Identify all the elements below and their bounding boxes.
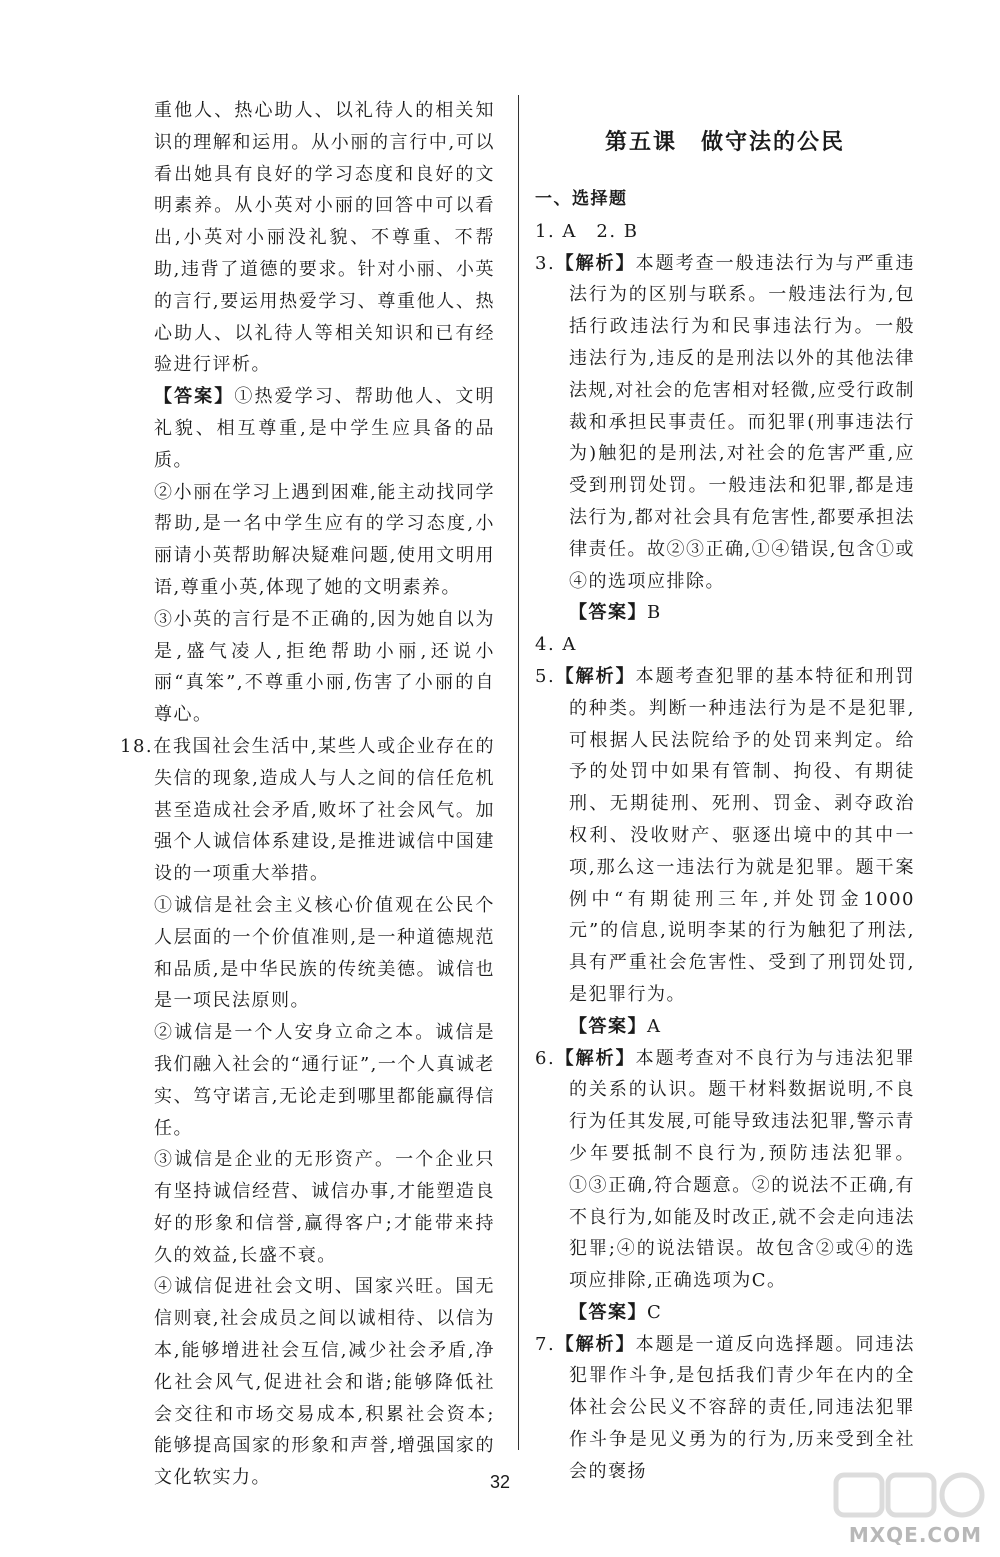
answers-1-2: 1. A 2. B — [535, 220, 639, 242]
q6-answer-value: C — [647, 1301, 663, 1323]
analysis-tag: 【解析】 — [555, 1047, 636, 1069]
question-3-analysis — [535, 248, 915, 598]
q3-answer — [535, 597, 915, 629]
point-3: ③诚信是企业的无形资产。一个企业只有坚持诚信经营、诚信办事,才能塑造良好的形象和信誉,赢得客户;才能带来持久的效益,长盛不衰。 — [154, 1149, 495, 1266]
watermark-text: MXQE.COM — [848, 1523, 982, 1547]
q3-text: 本题考查一般违法行为与严重违法行为的区别与联系。一般违法行为,包括行政违法行为和民事违法行为。一般违法行为,违反的是刑法以外的其他法律法规,对社会的危害相对轻微,应受行政制裁和承担民事责任。而犯罪(刑事违法行为)触犯的是刑法,对社会的危害严重,应受到刑罚处罚。一般违法和犯罪,都是违法行为,都对社会具有危害性,都要承担法律责任。故②③正确,①④错误,包含①或④的选项应排除。 — [569, 252, 916, 592]
q5-answer-value: A — [647, 1015, 662, 1037]
q3-answer-value: B — [647, 602, 662, 624]
point-1: ①诚信是社会主义核心价值观在公民个人层面的一个价值准则,是一种道德规范和品质,是中华民族的传统美德。诚信也是一项民法原则。 — [154, 894, 495, 1012]
analysis-tag: 【解析】 — [555, 665, 636, 687]
point-4: ④诚信促进社会文明、国家兴旺。国无信则衰,社会成员之间以诚相待、以信为本,能够增进社会互信,减少社会矛盾,净化社会风气,促进社会和谐;能够降低社会交往和市场交易成本,积累社会资本;能够提高国家的形象和声誉,增强国家的文化软实力。 — [154, 1276, 495, 1489]
left-column — [120, 95, 495, 1494]
question-5-analysis — [535, 661, 915, 1011]
q5-text: 本题考查犯罪的基本特征和刑罚的种类。判断一种违法行为是不是犯罪,可根据人民法院给予的处罚来判定。给予的处罚中如果有管制、拘役、有期徒刑、无期徒刑、死刑、罚金、剥夺政治权利、没收财产、驱逐出境中的其中一项,那么这一违法行为就是犯罪。题干案例中“有期徒刑三年,并处罚金1000元”的信息,说明李某的行为触犯了刑法,具有严重社会危害性、受到了刑罚处罚,是犯罪行为。 — [569, 665, 916, 1005]
question-6-analysis — [535, 1043, 915, 1297]
q7-text: 本题是一道反向选择题。同违法犯罪作斗争,是包括我们青少年在内的全体社会公民义不容辞的责任,同违法犯罪作斗争是见义勇为的行为,历来受到全社会的褒扬 — [569, 1333, 916, 1482]
continuation-paragraph: 重他人、热心助人、以礼待人的相关知识的理解和运用。从小丽的言行中,可以看出她具有良好的学习态度和良好的文明素养。从小英对小丽的回答中可以看出,小英对小丽没礼貌、不尊重、不帮助,违背了道德的要求。针对小丽、小英的言行,要运用热爱学习、尊重他人、热心助人、以礼待人等相关知识和已有经验进行评析。 — [154, 100, 495, 376]
right-column — [535, 95, 915, 1488]
q5-number: 5. — [535, 665, 556, 687]
answer-tag: 【答案】 — [569, 1301, 647, 1323]
page-number: 32 — [489, 1472, 511, 1492]
answer-tag: 【答案】 — [154, 386, 235, 408]
answer-paragraph-2: ②小丽在学习上遇到困难,能主动找同学帮助,是一名中学生应有的学习态度,小丽请小英帮助解决疑难问题,使用文明用语,尊重小英,体现了她的文明素养。 — [154, 481, 495, 598]
answer-4: 4. A — [535, 634, 577, 656]
point-2: ②诚信是一个人安身立命之本。诚信是我们融入社会的“通行证”,一个人真诚老实、笃守诺言,无论走到哪里都能赢得信任。 — [154, 1022, 495, 1139]
question-18: 18.在我国社会生活中,某些人或企业存在的失信的现象,造成人与人之间的信任危机甚至造成社会矛盾,败坏了社会风气。加强个人诚信体系建设,是推进诚信中国建设的一项重大举措。 — [120, 735, 495, 885]
answer-tag: 【答案】 — [569, 602, 647, 624]
q6-text: 本题考查对不良行为与违法犯罪的关系的认识。题干材料数据说明,不良行为任其发展,可能导致违法犯罪,警示青少年要抵制不良行为,预防违法犯罪。①③正确,符合题意。②的说法不正确,有不良行为,如能及时改正,就不会走向违法犯罪;④的说法错误。故包含②或④的选项应排除,正确选项为C。 — [569, 1047, 916, 1292]
q5-answer — [535, 1011, 915, 1043]
lesson-title: 第五课 做守法的公民 — [604, 130, 845, 155]
answer-tag: 【答案】 — [569, 1015, 647, 1037]
answer-paragraph-3: ③小英的言行是不正确的,因为她自以为是,盛气凌人,拒绝帮助小丽,还说小丽“真笨”,不尊重小丽,伤害了小丽的自尊心。 — [154, 608, 495, 726]
answer-text-1: ①热爱学习、帮助他人、文明礼貌、相互尊重,是中学生应具备的品质。 — [154, 386, 495, 471]
q6-number: 6. — [535, 1047, 556, 1069]
analysis-tag: 【解析】 — [555, 1333, 636, 1355]
q6-answer — [535, 1297, 915, 1329]
column-divider — [518, 95, 519, 1450]
q7-number: 7. — [535, 1333, 556, 1355]
question-7-analysis — [535, 1329, 915, 1488]
answer-paragraph-1 — [120, 381, 495, 476]
q3-number: 3. — [535, 252, 556, 274]
section-heading: 一、选择题 — [535, 189, 628, 209]
analysis-tag: 【解析】 — [555, 252, 636, 274]
